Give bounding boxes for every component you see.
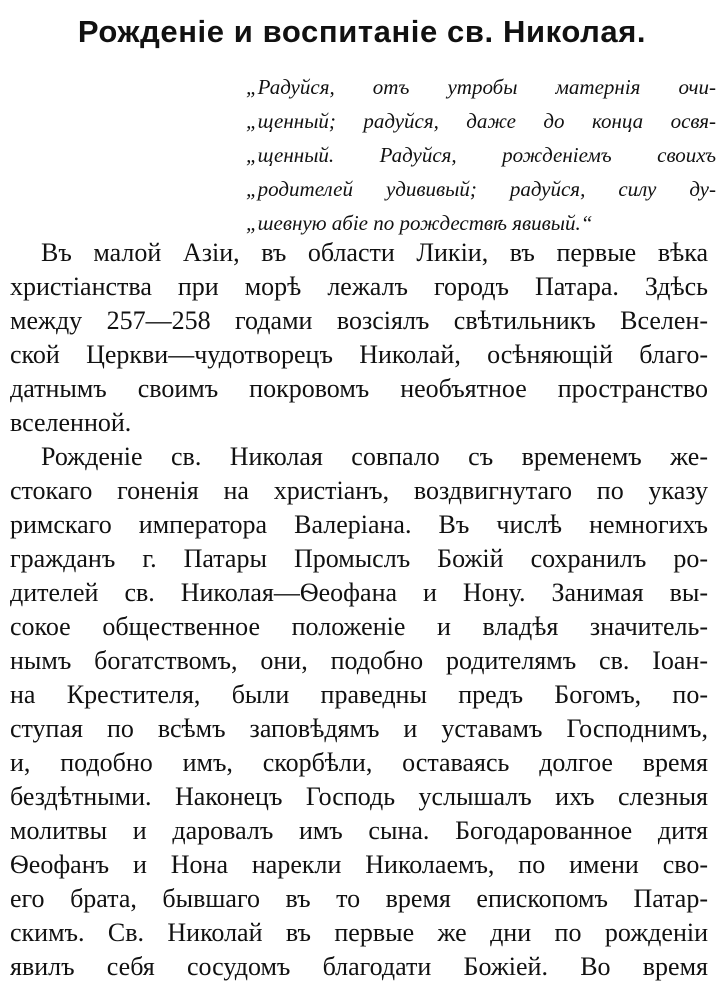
- text-line: нымъ богатствомъ, они, подобно родителямъ св. Іоан-: [10, 646, 708, 675]
- text-line: и, подобно имъ, скорбѣли, оставаясь долгое время: [10, 748, 708, 777]
- text-line: между 257—258 годами возсіялъ свѣтильникъ Вселен-: [10, 306, 708, 335]
- text-line: Ѳеофанъ и Нона нарекли Николаемъ, по имени сво-: [10, 850, 708, 879]
- text-line: сокое общественное положеніе и владѣя значитель-: [10, 612, 708, 641]
- text-line: явилъ себя сосудомъ благодати Божіей. Во время: [10, 952, 708, 981]
- text-line: христіанства при морѣ лежалъ городъ Патара. Здѣсь: [10, 272, 708, 301]
- epigraph: [246, 70, 716, 240]
- text-line: вселенной.: [10, 408, 132, 437]
- text-line: ступая по всѣмъ заповѣдямъ и уставамъ Господнимъ,: [10, 714, 708, 743]
- text-line: римскаго императора Валеріана. Въ числѣ немногихъ: [10, 510, 708, 539]
- text-line: на Крестителя, были праведны предъ Богомъ, по-: [10, 680, 708, 709]
- text-line: дителей св. Николая—Ѳеофана и Нону. Занимая вы-: [10, 578, 708, 607]
- text-line: бездѣтными. Наконецъ Господь услышалъ ихъ слезныя: [10, 782, 708, 811]
- epigraph-line: „щенный; радуйся, даже до конца освя-: [246, 109, 716, 133]
- text-line: молитвы и даровалъ имъ сына. Богодарованное дитя: [10, 816, 708, 845]
- epigraph-line: „шевную абіе по рождествѣ явивый.“: [246, 211, 593, 235]
- text-line: датнымъ своимъ покровомъ необъятное пространство: [10, 374, 708, 403]
- text-line: Въ малой Азіи, въ области Ликіи, въ первые вѣка: [41, 238, 708, 267]
- epigraph-line: „родителей удививый; радуйся, силу ду-: [246, 177, 716, 201]
- epigraph-line: „щенный. Радуйся, рожденіемъ своихъ: [246, 143, 716, 167]
- epigraph-line: „Радуйся, отъ утробы матернія очи-: [246, 75, 716, 99]
- paragraph-2: [10, 440, 708, 984]
- text-line: гражданъ г. Патары Промыслъ Божій сохранилъ ро-: [10, 544, 708, 573]
- text-line: Рожденіе св. Николая совпало съ временемъ же-: [41, 442, 708, 471]
- page-title: Рожденіе и воспитаніе св. Николая.: [77, 14, 647, 49]
- text-line: его брата, бывшаго въ то время епископомъ Патар-: [10, 884, 708, 913]
- paragraph-1: [10, 236, 708, 440]
- text-line: ской Церкви—чудотворецъ Николай, осѣняющій благо-: [10, 340, 708, 369]
- text-line: скимъ. Св. Николай въ первые же дни по рожденіи: [10, 918, 708, 947]
- text-line: стокаго гоненія на христіанъ, воздвигнутаго по указу: [10, 476, 708, 505]
